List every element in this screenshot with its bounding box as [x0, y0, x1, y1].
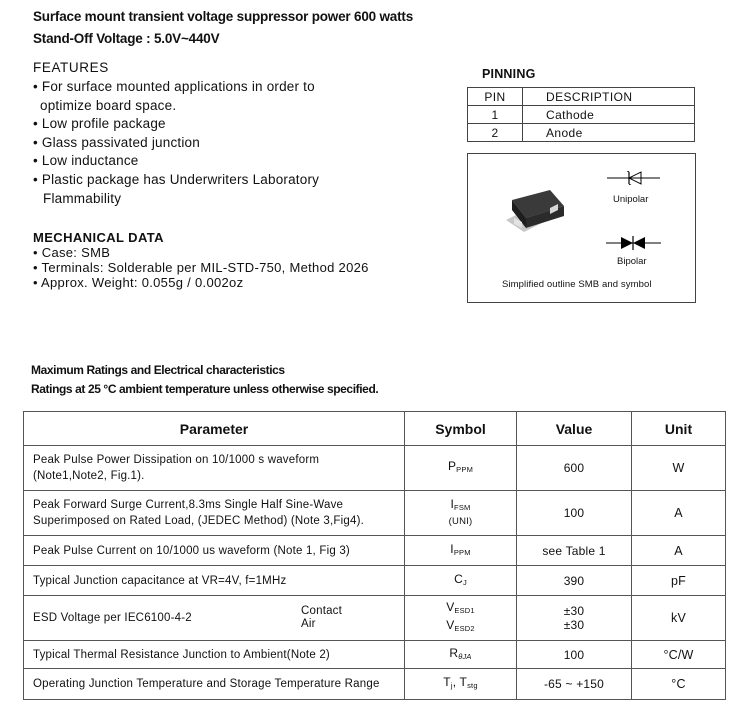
symbol-subscript: ESD1 — [454, 606, 475, 615]
parameter-cell: Peak Pulse Current on 10/1000 us waveform (Note 1, Fig 3) — [24, 536, 405, 566]
unit-cell: °C/W — [632, 641, 726, 669]
table-row — [468, 124, 695, 142]
symbol-subscript: θJA — [458, 651, 472, 661]
symbol-subscript: j — [450, 681, 453, 690]
esd-contact-label: Contact — [301, 605, 343, 617]
smb-package-image — [500, 186, 572, 242]
parameter-text: Peak Forward Surge Current,8.3ms Single Half Sine-Wave — [33, 499, 344, 511]
value-cell: 100 — [517, 641, 632, 669]
mechanical-item: • Approx. Weight: 0.055g / 0.002oz — [33, 275, 244, 290]
parameter-text: Peak Pulse Power Dissipation on 10/1000 s waveform — [33, 454, 320, 466]
unit-cell: pF — [632, 566, 726, 596]
parameter-cell — [24, 491, 405, 536]
symbol-note: (UNI) — [448, 516, 473, 527]
symbol-letter: I — [450, 541, 454, 556]
pin-col-header: PIN — [468, 88, 523, 106]
package-caption: Simplified outline SMB and symbol — [502, 279, 652, 290]
symbol-cell — [405, 669, 517, 700]
unipolar-label: Unipolar — [613, 194, 649, 205]
symbol-letter: T — [443, 675, 451, 689]
mechanical-item: • Terminals: Solderable per MIL-STD-750, Method 2026 — [33, 260, 369, 275]
symbol-subscript: ESD2 — [454, 624, 475, 633]
feature-item: Flammability — [43, 190, 122, 206]
parameter-header: Parameter — [24, 412, 405, 446]
parameter-cell: Typical Junction capacitance at VR=4V, f=1MHz — [24, 566, 405, 596]
esd-air-label: Air — [301, 618, 316, 630]
value-header: Value — [517, 412, 632, 446]
table-row — [24, 641, 726, 669]
value-cell: -65 ~ +150 — [517, 669, 632, 700]
table-row — [24, 669, 726, 700]
unit-cell: °C — [632, 669, 726, 700]
symbol-letter: I — [450, 497, 455, 511]
symbol-subscript: stg — [467, 681, 478, 690]
pinning-table — [467, 87, 695, 142]
table-row — [24, 491, 726, 536]
symbol-cell — [405, 491, 517, 536]
symbol-cell — [405, 596, 517, 641]
symbol-cell — [405, 566, 517, 596]
table-row — [24, 596, 726, 641]
symbol-letter: V — [446, 600, 455, 614]
feature-item: • Plastic package has Underwriters Laboratory — [33, 171, 320, 187]
doc-title: Surface mount transient voltage suppressor power 600 watts — [33, 9, 414, 24]
unit-cell: A — [632, 491, 726, 536]
parameter-cell: Typical Thermal Resistance Junction to Ambient(Note 2) — [24, 641, 405, 669]
symbol-header: Symbol — [405, 412, 517, 446]
ratings-table — [23, 411, 726, 700]
symbol-letter: V — [446, 618, 455, 632]
standoff-voltage: Stand-Off Voltage : 5.0V~440V — [33, 31, 220, 46]
pinning-heading: PINNING — [482, 67, 536, 81]
feature-item: • Glass passivated junction — [33, 134, 200, 150]
pin-description: Anode — [523, 124, 695, 142]
pin-number: 1 — [468, 106, 523, 124]
parameter-note: (Note1,Note2, Fig.1). — [33, 470, 145, 482]
unipolar-diode-icon — [607, 171, 660, 185]
ratings-heading: Maximum Ratings and Electrical characteristics — [31, 363, 285, 377]
symbol-subscript: PPM — [456, 465, 474, 474]
features-heading: FEATURES — [33, 60, 109, 75]
ratings-subheading: Ratings at 25 °C ambient temperature unless otherwise specified. — [31, 382, 379, 396]
unit-cell: W — [632, 446, 726, 491]
value-cell: 390 — [517, 566, 632, 596]
symbol-cell — [405, 536, 517, 566]
mechanical-list — [33, 245, 369, 290]
feature-item: • Low inductance — [33, 153, 139, 169]
value-cell: see Table 1 — [517, 536, 632, 566]
parameter-cell — [24, 446, 405, 491]
mechanical-heading: MECHANICAL DATA — [33, 230, 164, 245]
bipolar-diode-icon — [606, 236, 661, 250]
unit-cell: A — [632, 536, 726, 566]
feature-item: • Low profile package — [33, 116, 166, 132]
symbol-cell — [405, 641, 517, 669]
unit-cell: kV — [632, 596, 726, 641]
value-cell — [517, 596, 632, 641]
pin-number: 2 — [468, 124, 523, 142]
parameter-note: Superimposed on Rated Load, (JEDEC Method) (Note 3,Fig4). — [33, 515, 365, 527]
feature-item: optimize board space. — [40, 97, 177, 113]
value-cell: 600 — [517, 446, 632, 491]
parameter-cell — [24, 596, 405, 641]
unit-header: Unit — [632, 412, 726, 446]
symbol-cell — [405, 446, 517, 491]
feature-item: • For surface mounted applications in order to — [33, 79, 315, 94]
mechanical-item: • Case: SMB — [33, 245, 111, 260]
pinning-header-row — [468, 88, 695, 106]
symbol-letter: R — [449, 645, 459, 660]
desc-col-header: DESCRIPTION — [523, 88, 695, 106]
bipolar-label: Bipolar — [617, 256, 647, 267]
table-row — [24, 566, 726, 596]
value-contact: ±30 — [563, 604, 585, 618]
value-cell: 100 — [517, 491, 632, 536]
features-list — [33, 78, 319, 208]
ratings-header-row — [24, 412, 726, 446]
table-row — [468, 106, 695, 124]
symbol-letter: P — [447, 459, 457, 473]
pin-description: Cathode — [523, 106, 695, 124]
parameter-cell: Operating Junction Temperature and Storage Temperature Range — [24, 669, 405, 700]
parameter-text: ESD Voltage per IEC6100-4-2 — [33, 612, 192, 624]
symbol-subscript: PPM — [453, 547, 471, 557]
table-row — [24, 446, 726, 491]
symbol-letter: C — [454, 571, 463, 586]
symbol-separator: , T — [452, 675, 468, 689]
value-air: ±30 — [563, 618, 585, 632]
symbol-subscript: FSM — [454, 503, 471, 512]
symbol-subscript: J — [462, 577, 467, 587]
table-row — [24, 536, 726, 566]
